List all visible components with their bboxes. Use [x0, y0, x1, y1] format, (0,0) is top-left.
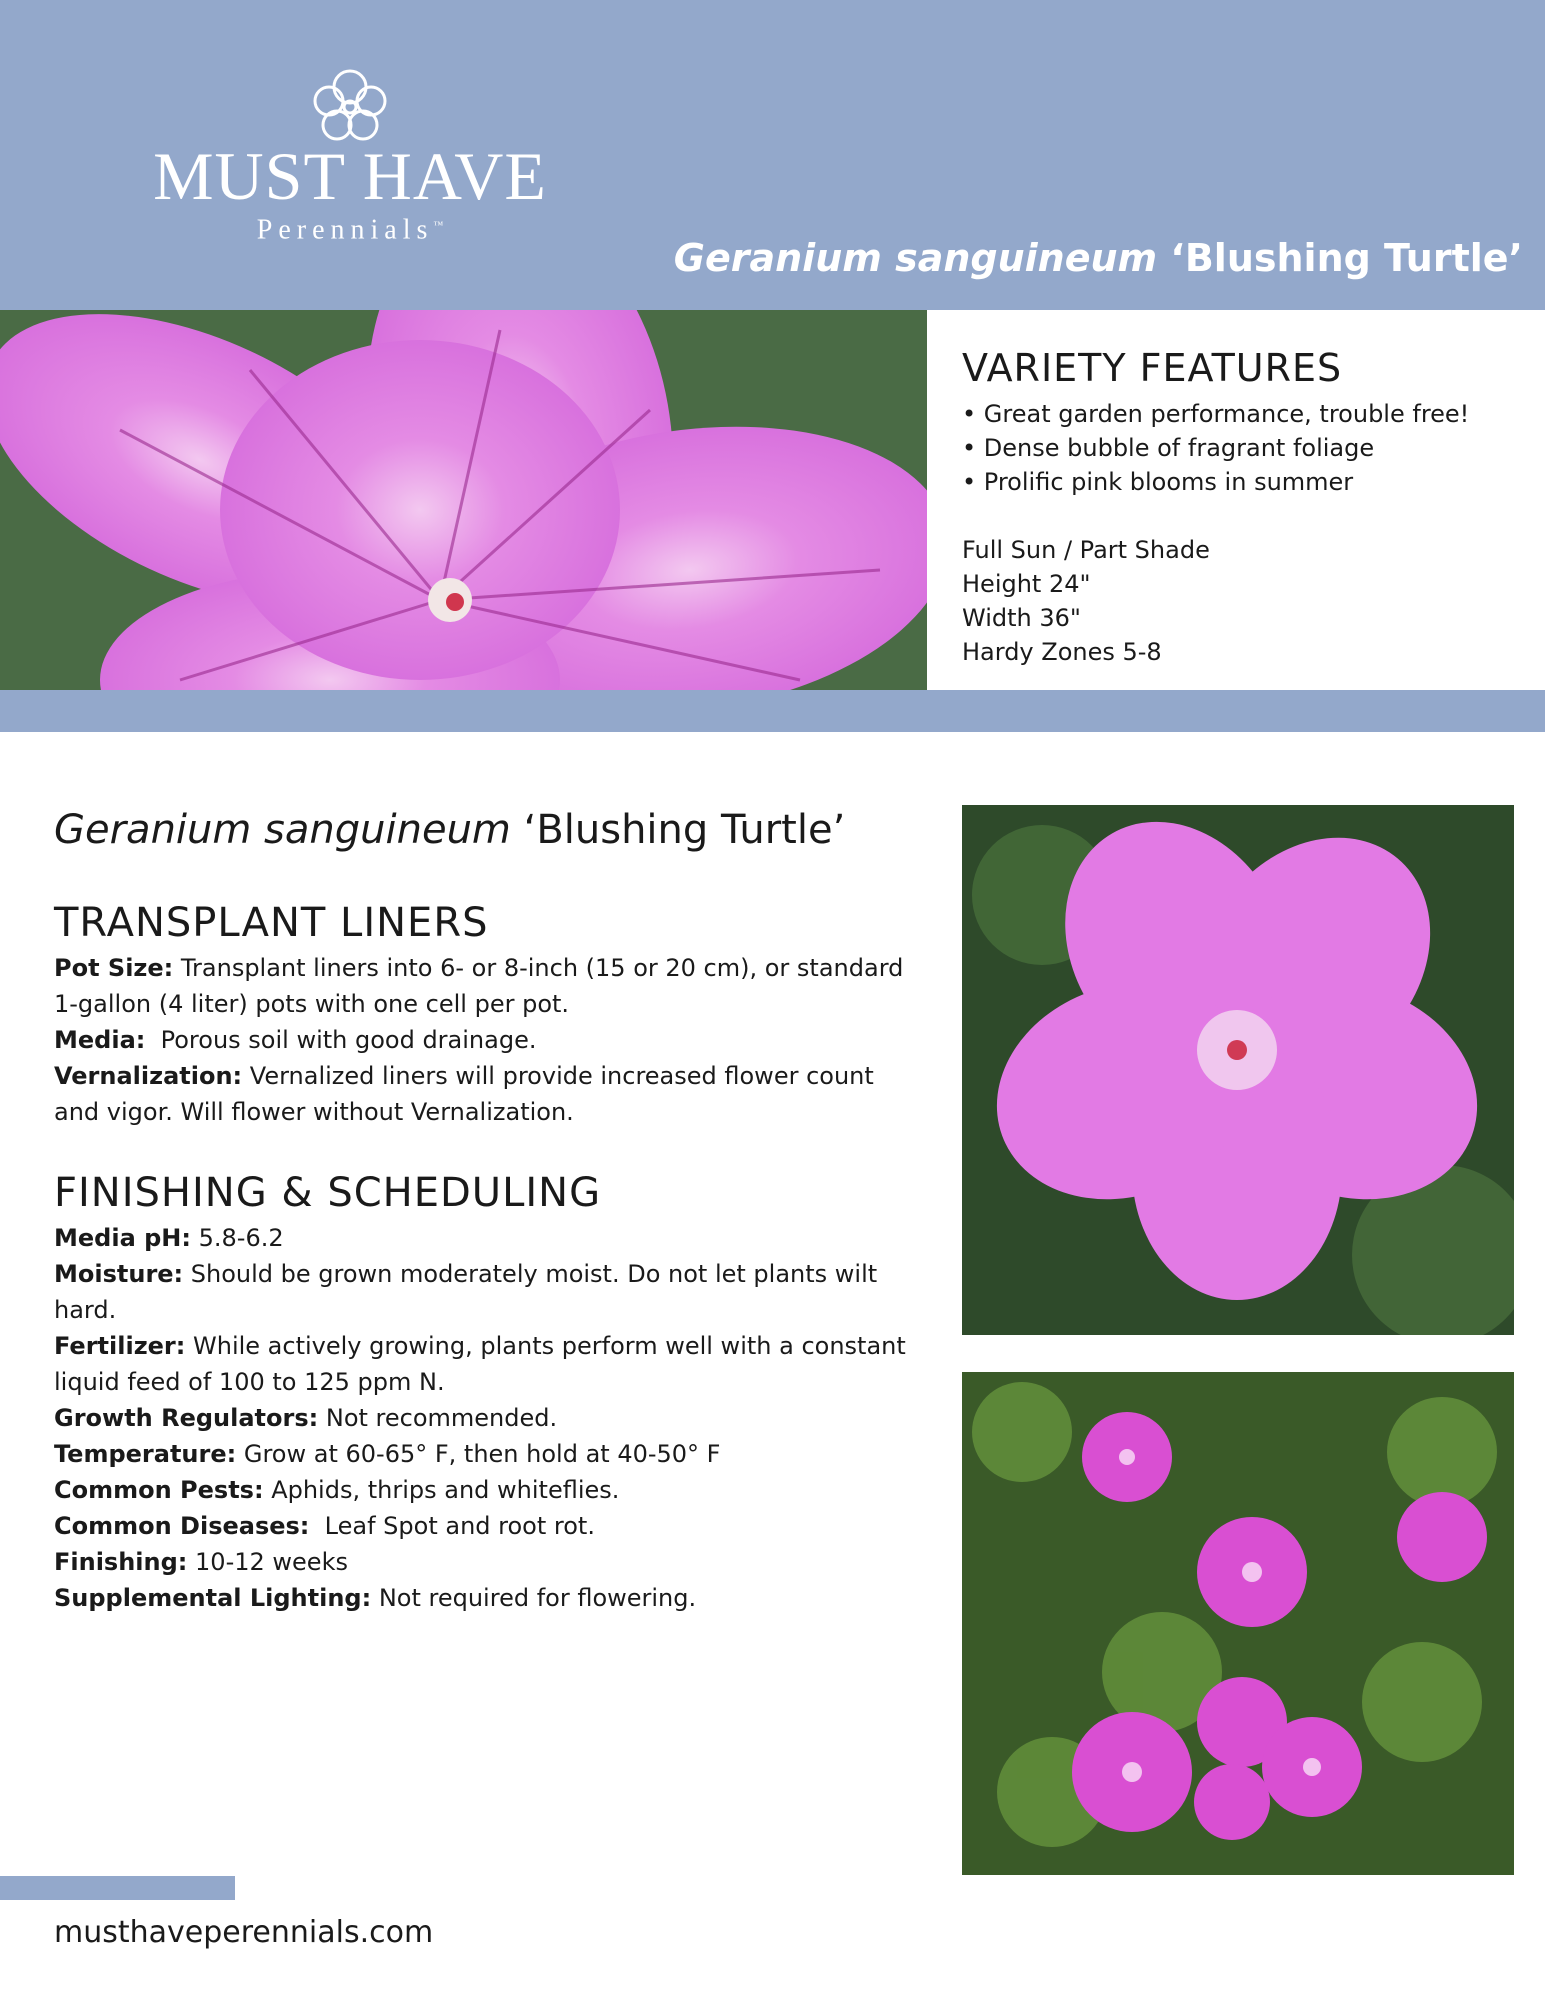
info-line: Supplemental Lighting: Not required for flowering.	[54, 1584, 697, 1612]
spec-width: Width 36"	[962, 604, 1081, 632]
features-heading: VARIETY FEATURES	[962, 346, 1343, 390]
variety-features	[962, 345, 1532, 669]
title-species: Geranium sanguineum	[54, 807, 511, 853]
info-line: Growth Regulators: Not recommended.	[54, 1404, 558, 1432]
info-line: Common Pests: Aphids, thrips and whiteflies.	[54, 1476, 620, 1504]
title-species: Geranium sanguineum	[673, 236, 1158, 280]
divider-band	[0, 690, 1545, 732]
feature-bullet: • Dense bubble of fragrant foliage	[962, 434, 1375, 462]
brand-logo	[140, 65, 560, 255]
spec-exposure: Full Sun / Part Shade	[962, 536, 1210, 564]
header-band	[0, 0, 1545, 310]
page-title	[54, 800, 924, 860]
info-line: Media: Porous soil with good drainage.	[54, 1026, 537, 1054]
feature-bullet: • Great garden performance, trouble free!	[962, 400, 1470, 428]
feature-bullet: • Prolific pink blooms in summer	[962, 468, 1354, 496]
flower-logo-icon	[305, 65, 395, 145]
flower-closeup-photo	[962, 805, 1514, 1335]
info-line: Moisture: Should be grown moderately moist. Do not let plants wilt hard.	[54, 1260, 878, 1324]
plant-habit-photo	[962, 1372, 1514, 1875]
title-cultivar: ‘Blushing Turtle’	[1170, 236, 1523, 280]
trademark: ™	[433, 220, 444, 231]
info-line: Fertilizer: While actively growing, plants perform well with a constant liquid feed of 100 to 125 ppm N.	[54, 1332, 906, 1396]
spec-height: Height 24"	[962, 570, 1091, 598]
spec-zones: Hardy Zones 5-8	[962, 638, 1162, 666]
info-line: Media pH: 5.8-6.2	[54, 1224, 284, 1252]
title-cultivar: ‘Blushing Turtle’	[510, 807, 846, 853]
hero-flower-photo	[0, 310, 927, 690]
footer-accent-bar	[0, 1876, 235, 1900]
transplant-heading: TRANSPLANT LINERS	[54, 900, 489, 946]
website-link[interactable]: musthaveperennials.com	[54, 1915, 434, 1950]
logo-sub-text: Perennials	[256, 214, 434, 246]
info-line: Finishing: 10-12 weeks	[54, 1548, 348, 1576]
main-content	[54, 800, 924, 1616]
info-line: Common Diseases: Leaf Spot and root rot.	[54, 1512, 595, 1540]
logo-brand-text: MUST HAVE	[153, 138, 547, 214]
info-line: Temperature: Grow at 60-65° F, then hold at 40-50° F	[54, 1440, 721, 1468]
finishing-heading: FINISHING & SCHEDULING	[54, 1170, 602, 1216]
header-title	[674, 236, 1523, 280]
info-line: Vernalization: Vernalized liners will provide increased flower count and vigor. Will flower without Vernalization.	[54, 1062, 874, 1126]
info-line: Pot Size: Transplant liners into 6- or 8-inch (15 or 20 cm), or standard 1-gallon (4 liter) pots with one cell per pot.	[54, 954, 904, 1018]
